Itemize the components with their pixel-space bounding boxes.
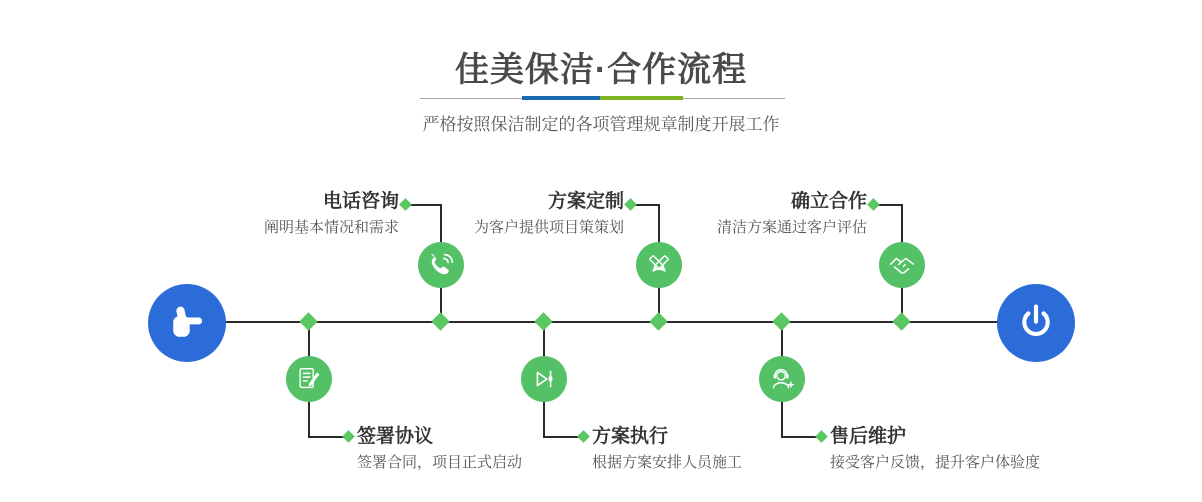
contract-icon [294,364,324,394]
step-title: 售后维护 [830,426,907,447]
step-plan-execution [592,425,742,474]
label-diamond [815,430,828,443]
step-after-sales [830,425,1040,474]
step-plan-design [474,190,624,239]
step-confirm-cooperation [717,190,867,239]
step-desc: 阐明基本情况和需求 [263,219,399,236]
step-title: 签署协议 [357,426,434,447]
title-divider-blue-segment [522,96,600,100]
step-circle-execute [521,356,567,402]
pointing-hand-icon [165,301,209,345]
timeline-diamond [299,312,317,330]
label-diamond [577,430,590,443]
timeline-diamond [649,312,667,330]
step-desc: 为客户提供项目策策划 [473,219,624,236]
flow-start-circle [148,284,226,362]
timeline-diamond [534,312,552,330]
step-desc: 根据方案安排人员施工 [592,454,743,471]
title-divider-green-segment [600,96,683,100]
step-desc: 签署合同，项目正式启动 [357,454,523,471]
step-desc: 清洁方案通过客户评估 [716,219,867,236]
step-circle-support [759,356,805,402]
headset-person-icon [767,364,797,394]
timeline-diamond [431,312,449,330]
step-title: 确立合作 [790,191,867,212]
label-diamond [399,198,412,211]
page-title: 佳美保洁·合作流程 [454,51,748,89]
step-phone-consult [264,190,399,239]
step-title: 方案定制 [547,191,624,212]
step-sign-agreement [357,425,522,474]
flow-end-circle [997,284,1075,362]
step-title: 方案执行 [592,426,669,447]
step-circle-handshake [879,242,925,288]
step-title: 电话咨询 [322,191,399,212]
step-desc: 接受客户反馈，提升客户体验度 [830,454,1041,471]
play-slider-icon [529,364,559,394]
step-circle-contract [286,356,332,402]
label-diamond [342,430,355,443]
step-circle-design [636,242,682,288]
handshake-icon [887,250,917,280]
label-diamond [624,198,637,211]
power-icon [1014,301,1058,345]
timeline-diamond [892,312,910,330]
page-subtitle: 严格按照保洁制定的各项管理规章制度开展工作 [422,115,780,134]
label-diamond [867,198,880,211]
step-circle-phone [418,242,464,288]
phone-icon [426,250,456,280]
crossed-pencils-icon [644,250,674,280]
timeline-diamond [772,312,790,330]
